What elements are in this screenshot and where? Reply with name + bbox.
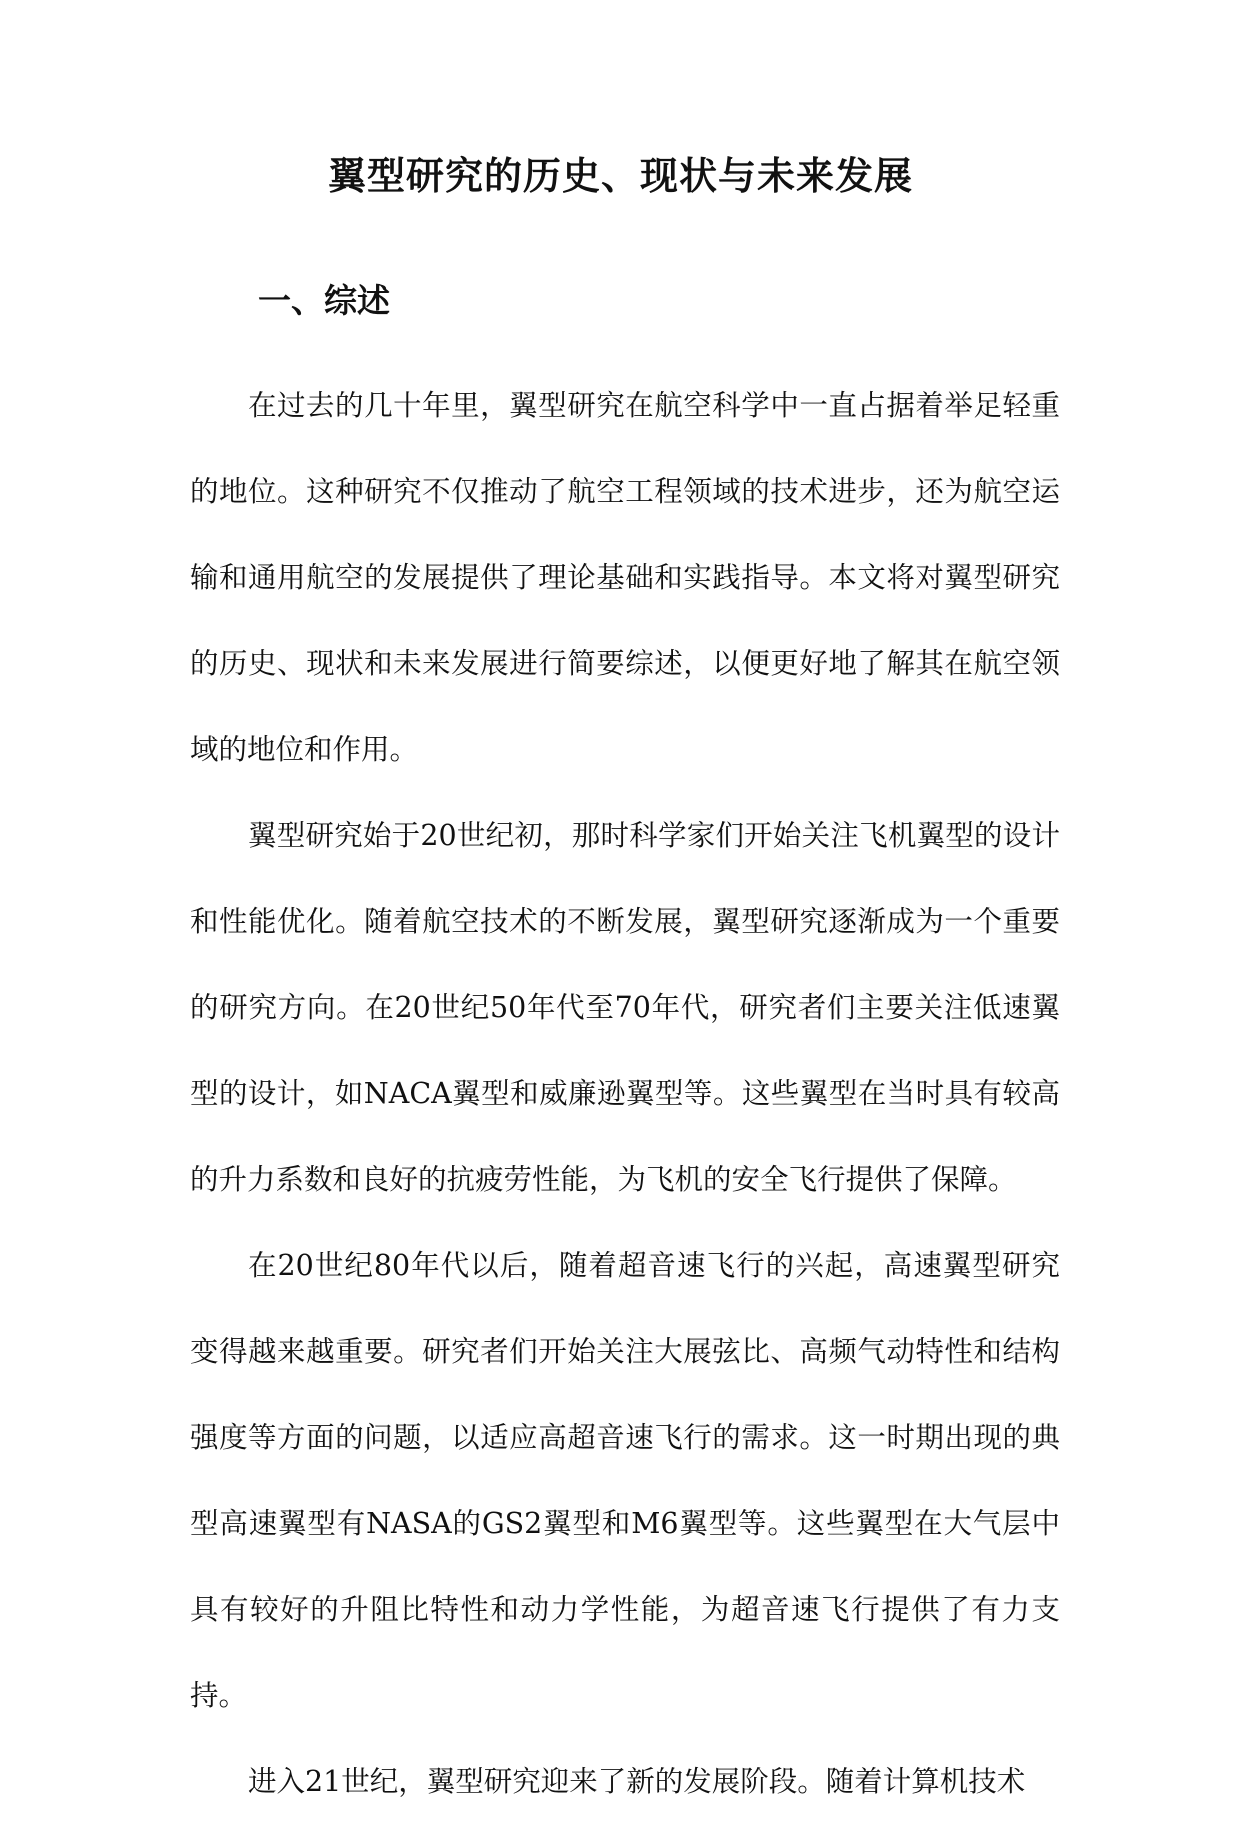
- paragraph: 进入21世纪，翼型研究迎来了新的发展阶段。随着计算机技术: [248, 1765, 1026, 1798]
- body-text: [190, 363, 1060, 1825]
- paragraph: 翼型研究始于20世纪初，那时科学家们开始关注飞机翼型的设计和性能优化。随着航空技术的不断发展，翼型研究逐渐成为一个重要的研究方向。在20世纪50年代至70年代，研究者们主要关注低速翼型的设计，如NACA翼型和威廉逊翼型等。这些翼型在当时具有较高的升力系数和良好的抗疲劳性能，为飞机的安全飞行提供了保障。: [190, 819, 1060, 1196]
- paragraph: 在过去的几十年里，翼型研究在航空科学中一直占据着举足轻重的地位。这种研究不仅推动了航空工程领域的技术进步，还为航空运输和通用航空的发展提供了理论基础和实践指导。本文将对翼型研究的历史、现状和未来发展进行简要综述，以便更好地了解其在航空领域的地位和作用。: [190, 389, 1060, 766]
- document-title: 翼型研究的历史、现状与未来发展: [327, 153, 913, 198]
- paragraph: 在20世纪80年代以后，随着超音速飞行的兴起，高速翼型研究变得越来越重要。研究者们开始关注大展弦比、高频气动特性和结构强度等方面的问题，以适应高超音速飞行的需求。这一时期出现的典型高速翼型有NASA的GS2翼型和M6翼型等。这些翼型在大气层中具有较好的升阻比特性和动力学性能，为超音速飞行提供了有力支持。: [190, 1249, 1060, 1712]
- section-heading: 一、综述: [258, 281, 390, 320]
